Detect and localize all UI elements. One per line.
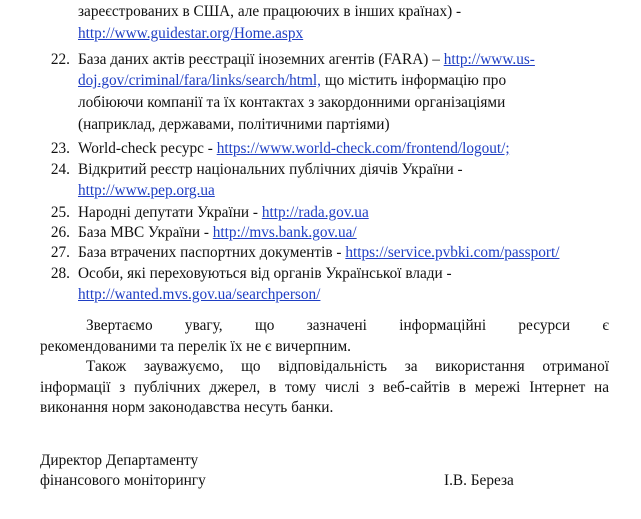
paragraph-2-line-1: Також зауважуємо, що відповідальність за використання отриманої — [86, 358, 609, 375]
paragraph-2-line-3: виконання норм законодавства несуть банки. — [40, 399, 334, 416]
paragraph-1-line-2: рекомендованими та перелік їх не є вичерпним. — [40, 338, 351, 355]
paragraph-1-line-1: Звертаємо увагу, що зазначені інформаційні ресурси є — [86, 317, 609, 334]
paragraph-2-line-2: інформації з публічних джерел, в тому числі з веб-сайтів в мережі Інтернет на — [40, 379, 609, 396]
mvs-bank-link[interactable]: http://mvs.bank.gov.ua/ — [212, 224, 357, 241]
item-23-line-1: World-check ресурс - https://www.world-check.com/frontend/logout/; — [78, 140, 510, 157]
item-22-line-2: doj.gov/criminal/fara/links/search/html, що містить інформацію про — [78, 72, 507, 89]
signature-title-line-1: Директор Департаменту — [40, 452, 199, 469]
item-22-line-1: База даних актів реєстрації іноземних агентів (FARA) – http://www.us- — [78, 51, 535, 68]
fara-link-part1[interactable]: http://www.us- — [443, 51, 535, 68]
item-22-number: 22. — [50, 51, 70, 68]
guidestar-link[interactable]: http://www.guidestar.org/Home.aspx — [78, 25, 304, 42]
world-check-link[interactable]: https://www.world-check.com/frontend/logout/; — [216, 140, 510, 157]
item-24-line-1: Відкритий реєстр національних публічних діячів України - — [78, 161, 463, 178]
item-24-line-2 — [78, 181, 215, 201]
rada-link[interactable]: http://rada.gov.ua — [261, 204, 369, 221]
signature-title-line-2: фінансового моніторингу — [40, 472, 206, 489]
item-22-line-3: лобіюючи компанії та їх контактах з закордонними організаціями — [78, 94, 506, 111]
item-21-line-1: зареєстрованих в США, але працюючих в інших країнах) - — [78, 3, 462, 20]
item-26-line-1: База МВС України - http://mvs.bank.gov.ua/ — [78, 224, 357, 241]
pvbki-passport-link[interactable]: https://service.pvbki.com/passport/ — [345, 244, 560, 261]
item-28-line-2 — [78, 285, 320, 305]
item-26-number: 26. — [50, 224, 70, 241]
pep-link[interactable]: http://www.pep.org.ua — [78, 182, 215, 199]
fara-link-part2[interactable]: doj.gov/criminal/fara/links/search/html, — [78, 72, 321, 89]
item-28-line-1: Особи, які переховуються від органів Української влади - — [78, 265, 452, 282]
item-25-line-1: Народні депутати України - http://rada.gov.ua — [78, 204, 369, 221]
item-24-number: 24. — [50, 161, 70, 178]
item-21-line-2 — [78, 24, 303, 44]
wanted-mvs-link[interactable]: http://wanted.mvs.gov.ua/searchperson/ — [78, 286, 321, 303]
item-25-number: 25. — [50, 204, 70, 221]
item-27-line-1: База втрачених паспортних документів - https://service.pvbki.com/passport/ — [78, 244, 560, 261]
item-23-number: 23. — [50, 140, 70, 157]
item-28-number: 28. — [50, 265, 70, 282]
item-22-line-4: (наприклад, державами, політичними партіями) — [78, 116, 390, 133]
signature-name: І.В. Береза — [444, 472, 514, 489]
item-27-number: 27. — [50, 244, 70, 261]
